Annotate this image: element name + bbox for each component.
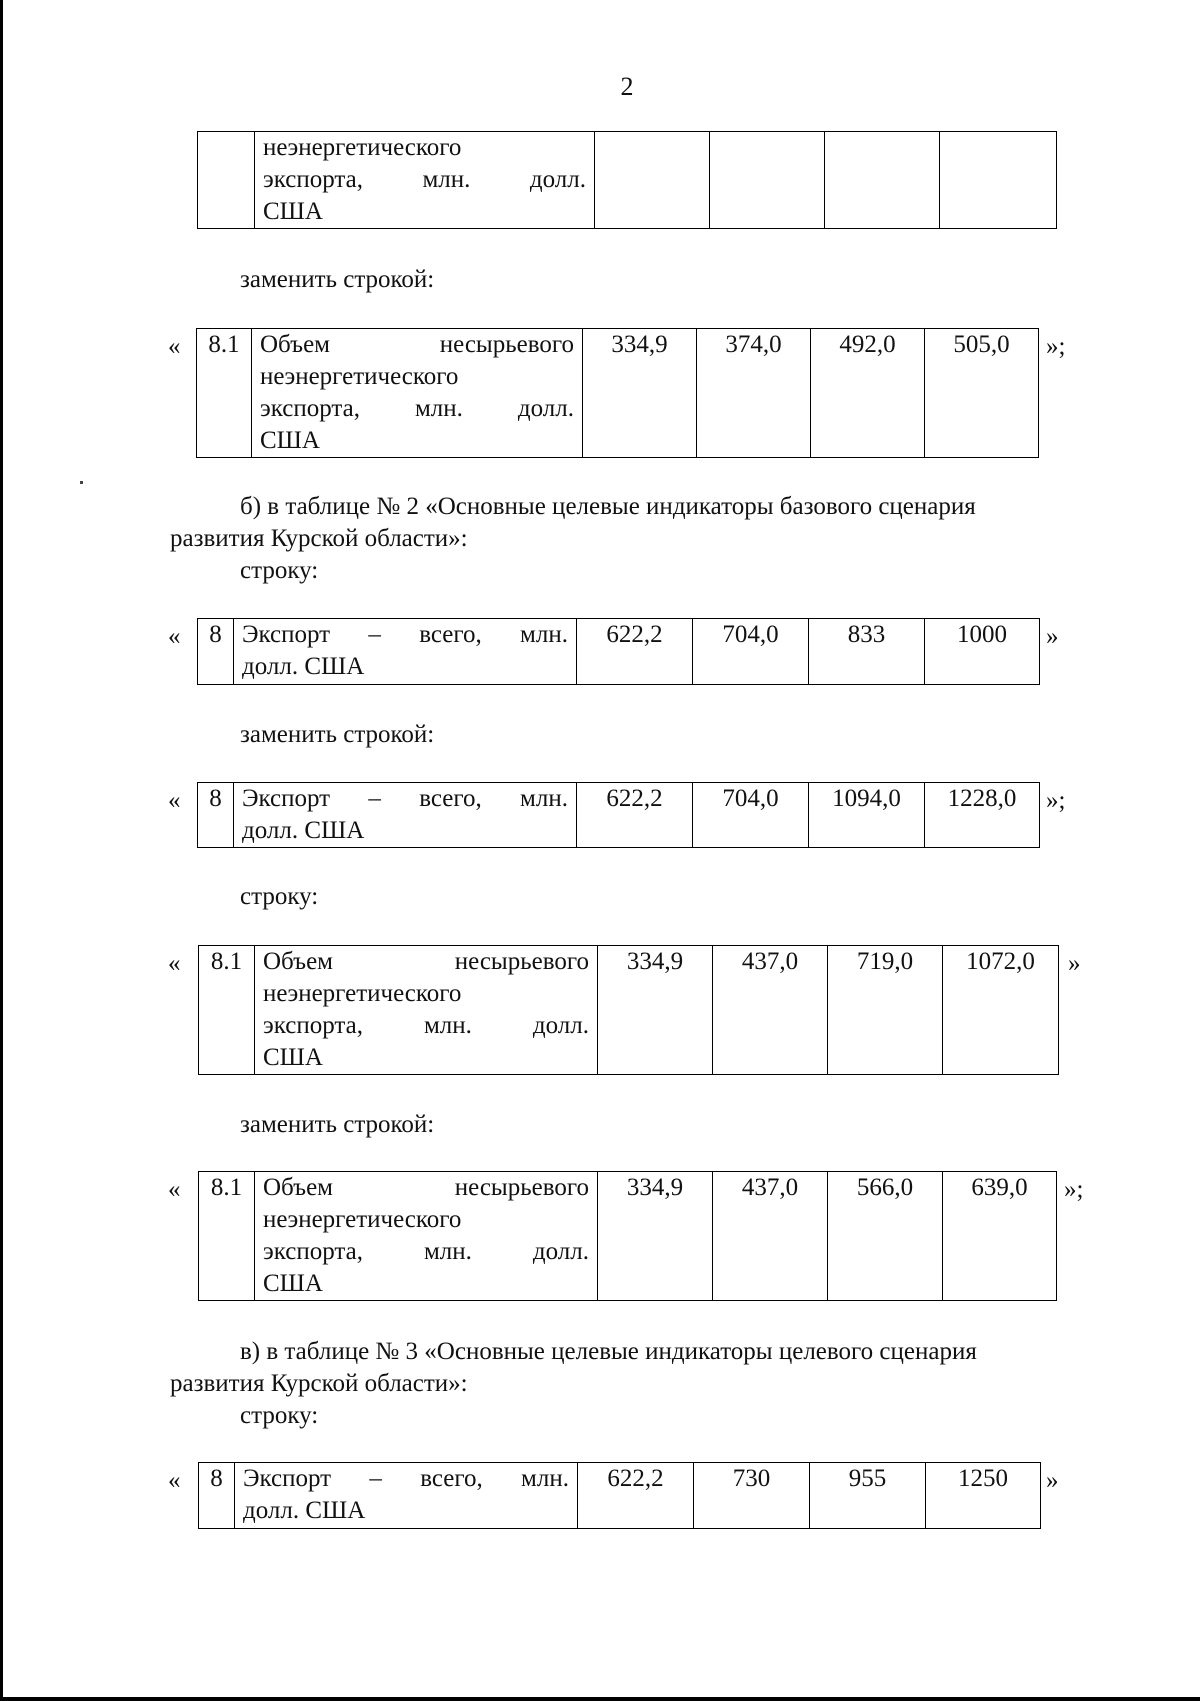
label-word: Объем: [263, 948, 333, 975]
value-cell: 505,0: [925, 329, 1039, 458]
label-word: несырьевого: [439, 331, 574, 358]
label-line: [242, 651, 568, 683]
row-label-cell: [234, 619, 577, 685]
paragraph-v-line-2: развития Курской области»:: [170, 1370, 468, 1397]
label-word: Экспорт: [242, 621, 331, 648]
label-word: несырьевого: [454, 948, 589, 975]
label-line: [242, 815, 568, 847]
label-line: [263, 1268, 589, 1300]
value-cell: 334,9: [583, 329, 697, 458]
close-quote: »;: [1046, 333, 1066, 360]
label-line: [242, 783, 568, 815]
label-line: [263, 132, 586, 164]
label-word: –: [368, 785, 381, 812]
open-quote: «: [168, 1467, 181, 1494]
page-bottom-edge: [0, 1697, 1200, 1701]
fragment-value-cell: [710, 132, 825, 229]
value-cell: 374,0: [697, 329, 811, 458]
label-word: США: [263, 1044, 323, 1071]
label-word: Объем: [263, 1174, 333, 1201]
value-cell: 334,9: [598, 1172, 713, 1301]
label-line: [260, 361, 574, 393]
row-intro-text: строку:: [240, 883, 319, 910]
label-word: млн.: [423, 1238, 472, 1265]
value-cell: 566,0: [828, 1172, 943, 1301]
label-word: всего,: [419, 785, 482, 812]
row-number-cell: 8: [199, 1463, 235, 1529]
row-number-cell: 8: [198, 783, 234, 848]
label-line: [260, 393, 574, 425]
row-number-cell: 8: [198, 619, 234, 685]
label-word: долл.: [529, 166, 586, 193]
label-word: неэнергетического: [260, 363, 459, 390]
replace-with-row-text: заменить строкой:: [240, 1111, 435, 1138]
close-quote: »: [1068, 950, 1081, 977]
label-word: долл.: [517, 395, 574, 422]
value-cell: 719,0: [828, 946, 943, 1075]
label-word: –: [369, 1465, 382, 1492]
label-line: [263, 946, 589, 978]
open-quote: «: [168, 1176, 181, 1203]
value-cell: 622,2: [577, 783, 693, 848]
label-word: всего,: [420, 1465, 483, 1492]
value-cell: 437,0: [713, 1172, 828, 1301]
value-cell: 955: [810, 1463, 926, 1529]
close-quote: »: [1046, 1467, 1059, 1494]
page-number: 2: [620, 72, 634, 101]
row-label-cell: [235, 1463, 578, 1529]
label-word: США: [263, 198, 323, 225]
value-cell: 1072,0: [943, 946, 1059, 1075]
label-word: неэнергетического: [263, 980, 462, 1007]
fragment-value-cell: [940, 132, 1057, 229]
value-cell: 1094,0: [809, 783, 925, 848]
value-cell: 437,0: [713, 946, 828, 1075]
row-label-cell: [234, 783, 577, 848]
label-word: –: [368, 621, 381, 648]
value-cell: 622,2: [578, 1463, 694, 1529]
label-word: неэнергетического: [263, 1206, 462, 1233]
close-quote: »;: [1064, 1176, 1084, 1203]
label-line: [243, 1495, 569, 1527]
paragraph-b-line-2: развития Курской области»:: [170, 525, 468, 552]
replace-with-row-text: заменить строкой:: [240, 721, 435, 748]
value-cell: 492,0: [811, 329, 925, 458]
label-word: Экспорт: [243, 1465, 332, 1492]
paragraph-v-line-3: строку:: [240, 1402, 319, 1429]
label-word: млн.: [521, 1465, 569, 1492]
open-quote: «: [168, 333, 181, 360]
row-label-cell: [255, 946, 598, 1075]
scan-speck: [80, 481, 83, 484]
close-quote: »;: [1046, 787, 1066, 814]
fragment-label-cell: [255, 132, 595, 229]
label-word: неэнергетического: [263, 134, 462, 161]
page-left-edge: [0, 0, 3, 1701]
label-line: [260, 425, 574, 457]
value-cell: 730: [694, 1463, 810, 1529]
label-word: Объем: [260, 331, 330, 358]
paragraph-b-line-1: б) в таблице № 2 «Основные целевые индикаторы базового сценария: [240, 493, 976, 520]
value-cell: 1228,0: [925, 783, 1040, 848]
label-line: [263, 1042, 589, 1074]
open-quote: «: [168, 787, 181, 814]
label-word: экспорта,: [263, 1012, 363, 1039]
label-word: млн.: [422, 166, 471, 193]
value-cell: 334,9: [598, 946, 713, 1075]
replace-with-row-text: заменить строкой:: [240, 266, 435, 293]
label-word: долл.: [532, 1238, 589, 1265]
label-line: [242, 619, 568, 651]
open-quote: «: [168, 950, 181, 977]
label-word: США: [263, 1270, 323, 1297]
label-word: долл. США: [242, 817, 365, 844]
fragment-num-cell: [198, 132, 255, 229]
value-cell: 704,0: [693, 783, 809, 848]
label-word: долл. США: [243, 1497, 366, 1524]
label-line: [263, 1172, 589, 1204]
row-number-cell: 8.1: [199, 1172, 255, 1301]
value-cell: 1250: [926, 1463, 1041, 1529]
label-word: долл. США: [242, 653, 365, 680]
label-word: США: [260, 427, 320, 454]
label-word: долл.: [532, 1012, 589, 1039]
row-number-cell: 8.1: [197, 329, 252, 458]
label-line: [243, 1463, 569, 1495]
value-cell: 704,0: [693, 619, 809, 685]
paragraph-b-line-3: строку:: [240, 557, 319, 584]
paragraph-v-line-1: в) в таблице № 3 «Основные целевые индикаторы целевого сценария: [240, 1338, 977, 1365]
fragment-value-cell: [595, 132, 710, 229]
close-quote: »: [1046, 623, 1059, 650]
open-quote: «: [168, 623, 181, 650]
value-cell: 1000: [925, 619, 1040, 685]
label-line: [263, 1236, 589, 1268]
label-word: млн.: [414, 395, 463, 422]
label-line: [263, 978, 589, 1010]
label-line: [263, 1010, 589, 1042]
label-word: несырьевого: [454, 1174, 589, 1201]
row-label-cell: [255, 1172, 598, 1301]
label-word: экспорта,: [260, 395, 360, 422]
row-number-cell: 8.1: [199, 946, 255, 1075]
value-cell: 639,0: [943, 1172, 1057, 1301]
value-cell: 622,2: [577, 619, 693, 685]
label-word: всего,: [419, 621, 482, 648]
label-word: млн.: [520, 785, 568, 812]
label-word: Экспорт: [242, 785, 331, 812]
label-word: экспорта,: [263, 166, 363, 193]
label-line: [263, 164, 586, 196]
value-cell: 833: [809, 619, 925, 685]
label-line: [263, 196, 586, 228]
row-label-cell: [252, 329, 583, 458]
label-word: экспорта,: [263, 1238, 363, 1265]
label-line: [263, 1204, 589, 1236]
fragment-value-cell: [825, 132, 940, 229]
label-word: млн.: [520, 621, 568, 648]
label-word: млн.: [423, 1012, 472, 1039]
label-line: [260, 329, 574, 361]
